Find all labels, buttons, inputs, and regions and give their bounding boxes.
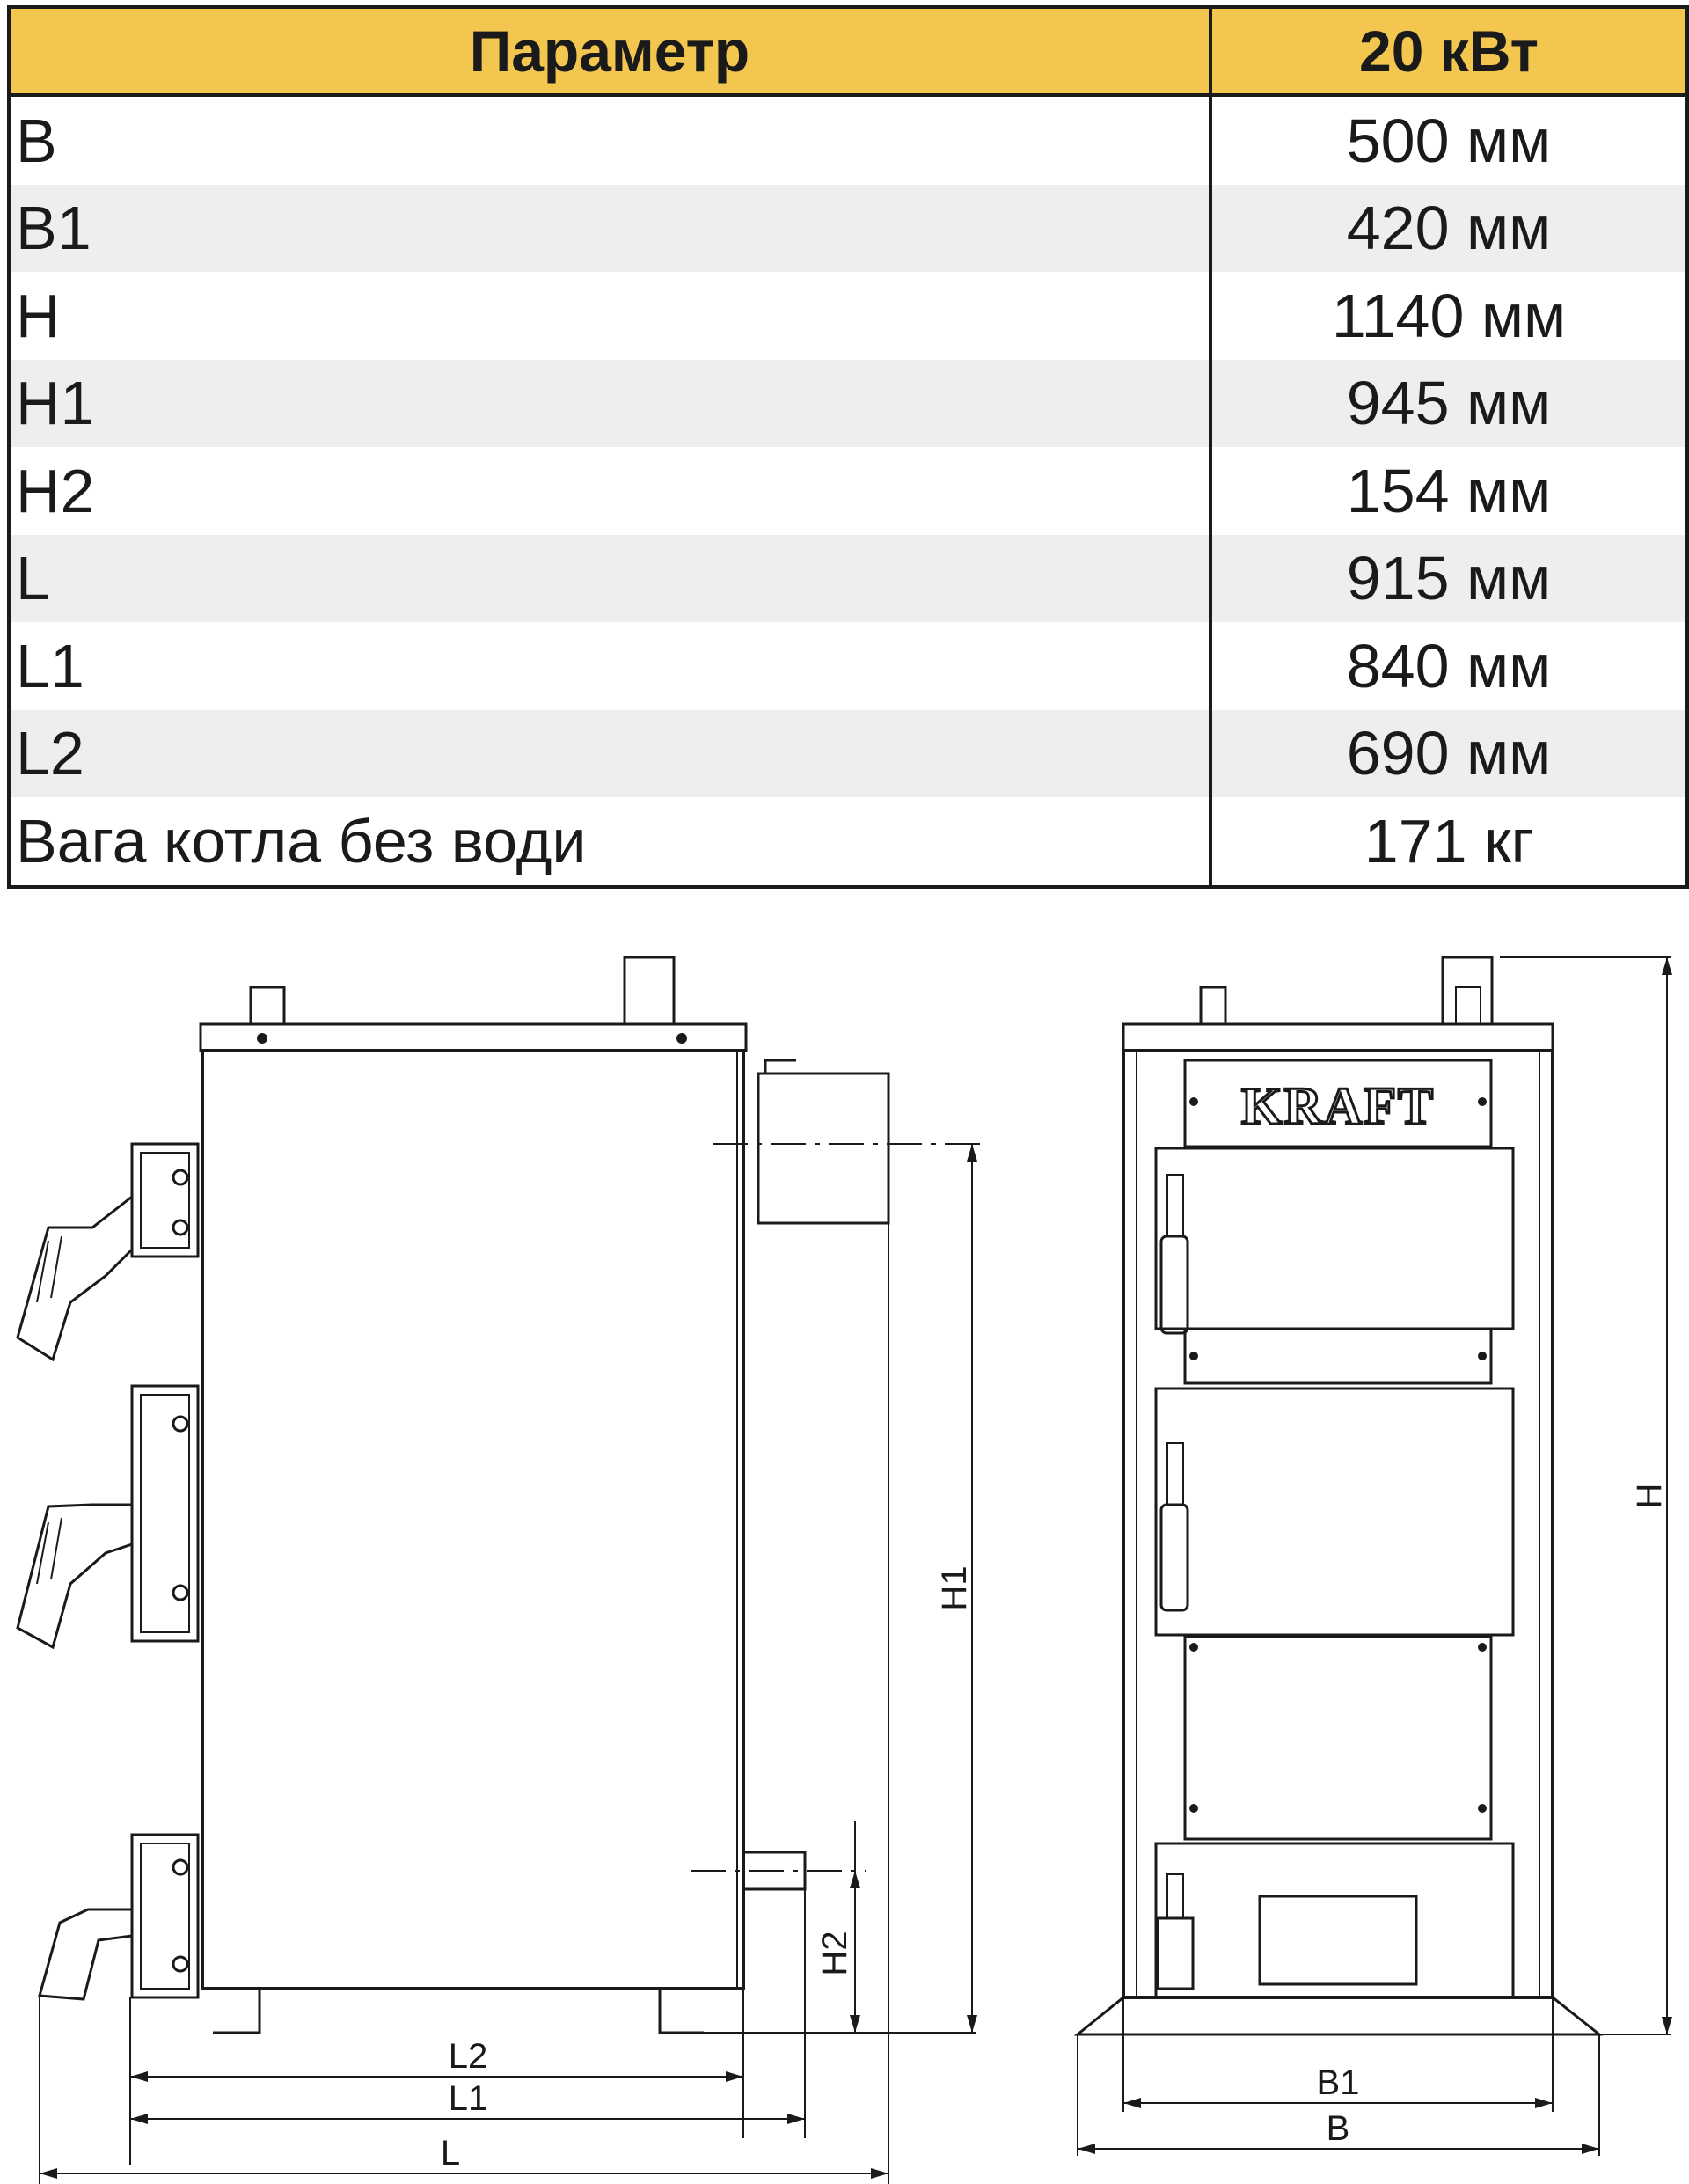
- row-label: H2: [9, 447, 1210, 535]
- rear-flue-box: [758, 1074, 888, 1223]
- row-value: 1140 мм: [1331, 281, 1567, 350]
- dim-label-h1: H1: [935, 1565, 974, 1611]
- front-top-pipe: [1443, 957, 1492, 1024]
- boiler-drawing: [0, 889, 1689, 2184]
- table-row: [9, 360, 1687, 448]
- front-view: [1078, 957, 1671, 2156]
- row-label: H: [9, 272, 1210, 360]
- base-plate: [1078, 1997, 1599, 2034]
- row-label: H1: [9, 360, 1210, 448]
- dim-label-l: L: [440, 2134, 461, 2173]
- row-label: L2: [9, 710, 1210, 798]
- row-value: 500 мм: [1346, 106, 1552, 175]
- row-value: 945 мм: [1210, 360, 1687, 448]
- dim-label-h: H: [1630, 1483, 1669, 1509]
- lower-panel: [1185, 1637, 1491, 1839]
- row-value: 171 кг: [1364, 806, 1534, 876]
- lower-door-handle: [40, 1835, 198, 1999]
- side-view: [18, 957, 985, 2184]
- middle-door: [1156, 1389, 1513, 1635]
- upper-door: [1156, 1148, 1513, 1329]
- row-label: L: [9, 535, 1210, 623]
- row-value: 154 мм: [1346, 456, 1552, 525]
- table-row: [9, 185, 1687, 273]
- header-value: 20 кВт: [1210, 7, 1687, 95]
- dim-label-b1: B1: [1316, 2063, 1360, 2102]
- table-row: [9, 95, 1687, 185]
- upper-door-handle: [18, 1144, 198, 1360]
- row-label: L1: [9, 622, 1210, 710]
- dim-label-l2: L2: [448, 2037, 488, 2076]
- table-row: [9, 710, 1687, 798]
- table-row: [9, 272, 1687, 360]
- top-lid: [201, 1024, 746, 1051]
- dim-label-h2: H2: [815, 1931, 854, 1976]
- row-value: 420 мм: [1210, 185, 1687, 273]
- spec-table: [7, 5, 1689, 889]
- row-value: 690 мм: [1210, 710, 1687, 798]
- row-label: B1: [9, 185, 1210, 273]
- brand-logo: KRAFT: [1241, 1077, 1435, 1135]
- boiler-body-side: [202, 1051, 743, 1989]
- table-row: [9, 447, 1687, 535]
- header-param: Параметр: [9, 7, 1210, 95]
- table-row: [9, 797, 1687, 887]
- row-label: Вага котла без води: [9, 797, 1210, 887]
- table-row: [9, 622, 1687, 710]
- row-label: B: [9, 95, 1210, 185]
- dim-label-b: B: [1326, 2109, 1350, 2148]
- middle-door-latch: [1161, 1505, 1188, 1610]
- upper-door-latch: [1161, 1236, 1188, 1333]
- row-value: 915 мм: [1210, 535, 1687, 623]
- ash-door-latch: [1158, 1918, 1193, 1989]
- table-row: [9, 535, 1687, 623]
- ash-door: [1156, 1843, 1513, 1997]
- row-value: 840 мм: [1346, 631, 1552, 700]
- ash-door-window: [1260, 1896, 1416, 1984]
- middle-door-handle: [18, 1386, 198, 1647]
- top-pipe-large: [625, 957, 674, 1024]
- dim-label-l1: L1: [448, 2079, 488, 2118]
- top-pipe-small: [251, 987, 284, 1024]
- table-header-row: [9, 7, 1687, 95]
